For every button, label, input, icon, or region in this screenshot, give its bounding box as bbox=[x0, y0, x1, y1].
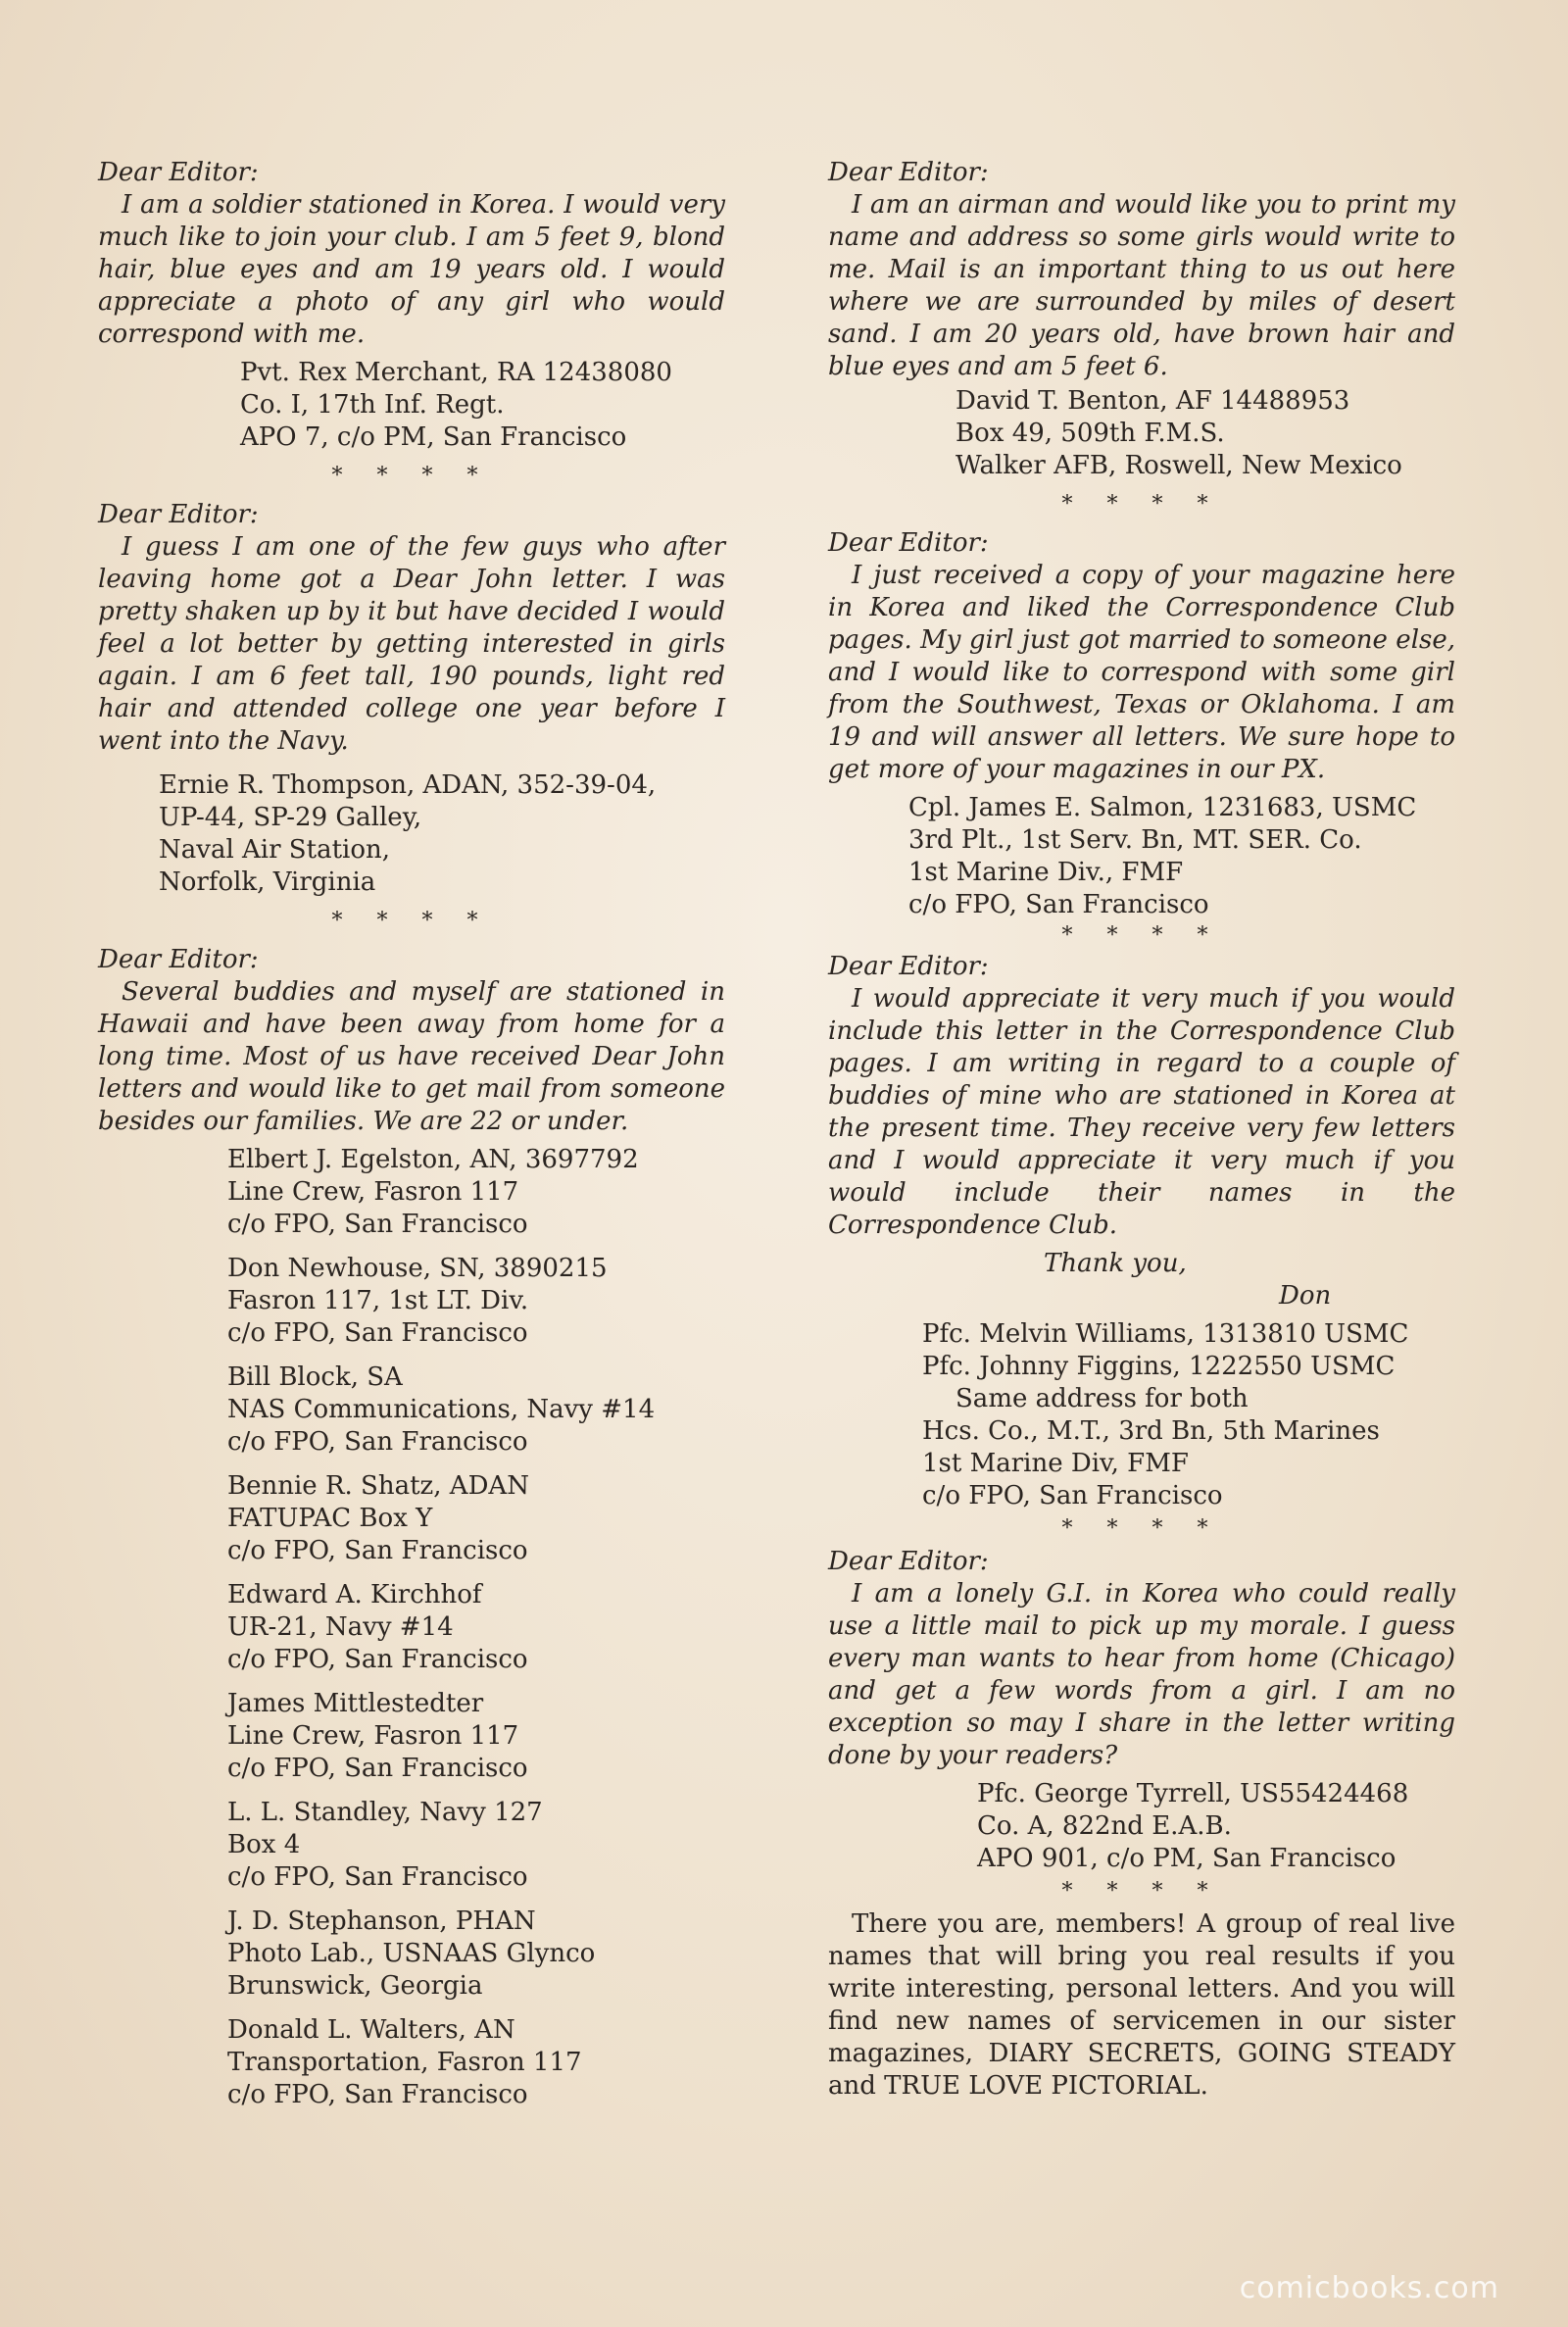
address-line: Donald L. Walters, AN bbox=[227, 2015, 515, 2045]
address-block bbox=[227, 1144, 725, 1241]
address-block bbox=[227, 1688, 725, 1785]
address-line: Same address for both bbox=[956, 1384, 1249, 1413]
address-block bbox=[227, 1906, 725, 2003]
address-line: Ernie R. Thompson, ADAN, 352-39-04, bbox=[159, 770, 657, 800]
address-line: 1st Marine Div, FMF bbox=[922, 1449, 1189, 1478]
letter-salutation: Dear Editor: bbox=[828, 952, 989, 981]
letter-body: I am an airman and would like you to print my name and address so some girls would write to me. Mail is an important thing to us out here where we are surrounded by miles of desert sand. I am 20 years old, have brown hair and blue eyes and am 5 feet 6. bbox=[828, 190, 1455, 381]
address-line: Co. A, 822nd E.A.B. bbox=[977, 1811, 1232, 1841]
letter-salutation: Dear Editor: bbox=[98, 500, 259, 529]
letter-body: I am a soldier stationed in Korea. I would very much like to join your club. I am 5 feet 9, blond hair, blue eyes and am 19 years old. I would appreciate a photo of any girl who would correspond with me. bbox=[98, 190, 725, 349]
letter-body: I just received a copy of your magazine here in Korea and liked the Correspondence Club pages. My girl just got married to someone else, and I would like to correspond with some girl from the Southwest, Texas or Oklahoma. I am 19 and will answer all letters. We sure hope to get more of your magazines in our PX. bbox=[828, 561, 1455, 784]
letter-salutation: Dear Editor: bbox=[98, 945, 259, 974]
address-block bbox=[227, 1253, 725, 1350]
address-line: APO 7, c/o PM, San Francisco bbox=[240, 422, 627, 452]
address-line: Line Crew, Fasron 117 bbox=[227, 1721, 519, 1751]
address-line: Photo Lab., USNAAS Glynco bbox=[227, 1939, 596, 1968]
letter-signature: Don bbox=[1279, 1281, 1332, 1311]
letter-salutation: Dear Editor: bbox=[828, 528, 989, 558]
address-line: c/o FPO, San Francisco bbox=[908, 890, 1209, 919]
star-divider: * * * * bbox=[1061, 1516, 1222, 1541]
star-divider: * * * * bbox=[1061, 492, 1222, 517]
address-line: Transportation, Fasron 117 bbox=[227, 2048, 582, 2077]
letter-body: Several buddies and myself are stationed in Hawaii and have been away from home for a long time. Most of us have received Dear John letters and would like to get mail from someone besides our families. We are 22 or under. bbox=[98, 977, 725, 1136]
address-line: Line Crew, Fasron 117 bbox=[227, 1177, 519, 1207]
letter-body: I would appreciate it very much if you would include this letter in the Correspondence Club pages. I am writing in regard to a couple of buddies of mine who are stationed in Korea at the present time. They receive very few letters and I would appreciate it very much if you would include their names in the Correspondence Club. bbox=[828, 984, 1455, 1240]
address-line: Co. I, 17th Inf. Regt. bbox=[240, 390, 505, 420]
address-block bbox=[98, 769, 725, 899]
address-line: c/o FPO, San Francisco bbox=[227, 1210, 528, 1239]
address-line: Pfc. Melvin Williams, 1313810 USMC bbox=[922, 1319, 1409, 1349]
address-line: David T. Benton, AF 14488953 bbox=[956, 386, 1350, 416]
address-line: Norfolk, Virginia bbox=[159, 867, 376, 897]
letter-salutation: Dear Editor: bbox=[828, 1547, 989, 1576]
watermark: comicbooks.com bbox=[1239, 2271, 1499, 2305]
address-line: Don Newhouse, SN, 3890215 bbox=[227, 1254, 608, 1283]
address-block bbox=[828, 792, 1455, 921]
star-divider: * * * * bbox=[1061, 1879, 1222, 1904]
address-block bbox=[227, 1470, 725, 1567]
letter-body: I guess I am one of the few guys who after leaving home got a Dear John letter. I was pretty shaken up by it but have decided I would feel a lot better by getting interested in girls again. I am 6 feet tall, 190 pounds, light red hair and attended college one year before I went into the Navy. bbox=[98, 532, 725, 756]
address-line: FATUPAC Box Y bbox=[227, 1504, 433, 1533]
address-block bbox=[828, 1318, 1455, 1512]
letter-salutation: Dear Editor: bbox=[98, 158, 259, 187]
address-line: c/o FPO, San Francisco bbox=[227, 2080, 528, 2109]
address-line: Box 4 bbox=[227, 1830, 301, 1859]
address-line: c/o FPO, San Francisco bbox=[227, 1754, 528, 1783]
address-line: c/o FPO, San Francisco bbox=[227, 1427, 528, 1457]
address-line: Bill Block, SA bbox=[227, 1362, 403, 1392]
left-column bbox=[98, 157, 725, 2111]
star-divider: * * * * bbox=[1061, 923, 1222, 948]
address-line: Pfc. Johnny Figgins, 1222550 USMC bbox=[922, 1352, 1396, 1381]
letter-salutation: Dear Editor: bbox=[828, 158, 989, 187]
star-divider: * * * * bbox=[331, 909, 492, 933]
star-divider: * * * * bbox=[331, 464, 492, 488]
address-line: Hcs. Co., M.T., 3rd Bn, 5th Marines bbox=[922, 1416, 1380, 1446]
address-line: c/o FPO, San Francisco bbox=[227, 1318, 528, 1348]
address-group-list bbox=[98, 1144, 725, 2111]
address-line: Pfc. George Tyrrell, US55424468 bbox=[977, 1779, 1409, 1808]
address-line: NAS Communications, Navy #14 bbox=[227, 1395, 656, 1424]
address-block bbox=[227, 1579, 725, 1676]
address-line: Cpl. James E. Salmon, 1231683, USMC bbox=[908, 793, 1417, 822]
address-line: Elbert J. Egelston, AN, 3697792 bbox=[227, 1145, 639, 1174]
address-block bbox=[227, 1797, 725, 1894]
address-line: Brunswick, Georgia bbox=[227, 1971, 483, 2001]
closing-paragraph: There you are, members! A group of real live names that will bring you real results if you write interesting, personal letters. And you will find new names of servicemen in our sister magazines, DIARY SECRETS, GOING STEADY and TRUE LOVE PICTORIAL. bbox=[828, 1909, 1455, 2101]
address-line: APO 901, c/o PM, San Francisco bbox=[977, 1844, 1396, 1873]
letter-body: I am a lonely G.I. in Korea who could really use a little mail to pick up my morale. I guess every man wants to hear from home (Chicago) and get a few words from a girl. I am no exception so may I share in the letter writing done by your readers? bbox=[828, 1579, 1455, 1770]
address-block bbox=[227, 1362, 725, 1459]
address-line: Pvt. Rex Merchant, RA 12438080 bbox=[240, 358, 672, 387]
address-line: L. L. Standley, Navy 127 bbox=[227, 1798, 543, 1827]
address-block bbox=[828, 1778, 1455, 1875]
address-block bbox=[227, 2014, 725, 2111]
address-line: c/o FPO, San Francisco bbox=[922, 1481, 1223, 1510]
address-line: Bennie R. Shatz, ADAN bbox=[227, 1471, 529, 1501]
address-line: Naval Air Station, bbox=[159, 835, 390, 865]
address-line: 3rd Plt., 1st Serv. Bn, MT. SER. Co. bbox=[908, 825, 1362, 855]
right-column bbox=[828, 157, 1455, 2103]
address-block bbox=[98, 357, 725, 454]
address-line: c/o FPO, San Francisco bbox=[227, 1645, 528, 1674]
address-line: c/o FPO, San Francisco bbox=[227, 1862, 528, 1892]
letter-thanks: Thank you, bbox=[1044, 1249, 1187, 1278]
address-line: c/o FPO, San Francisco bbox=[227, 1536, 528, 1565]
address-line: Fasron 117, 1st LT. Div. bbox=[227, 1286, 529, 1315]
address-line: Box 49, 509th F.M.S. bbox=[956, 419, 1225, 448]
address-line: Edward A. Kirchhof bbox=[227, 1580, 482, 1609]
address-line: UP-44, SP-29 Galley, bbox=[159, 803, 422, 832]
address-line: James Mittlestedter bbox=[227, 1689, 484, 1718]
address-line: Walker AFB, Roswell, New Mexico bbox=[956, 451, 1402, 480]
address-line: UR-21, Navy #14 bbox=[227, 1612, 454, 1642]
address-block bbox=[828, 385, 1455, 482]
address-line: J. D. Stephanson, PHAN bbox=[227, 1906, 536, 1936]
address-line: 1st Marine Div., FMF bbox=[908, 858, 1184, 887]
